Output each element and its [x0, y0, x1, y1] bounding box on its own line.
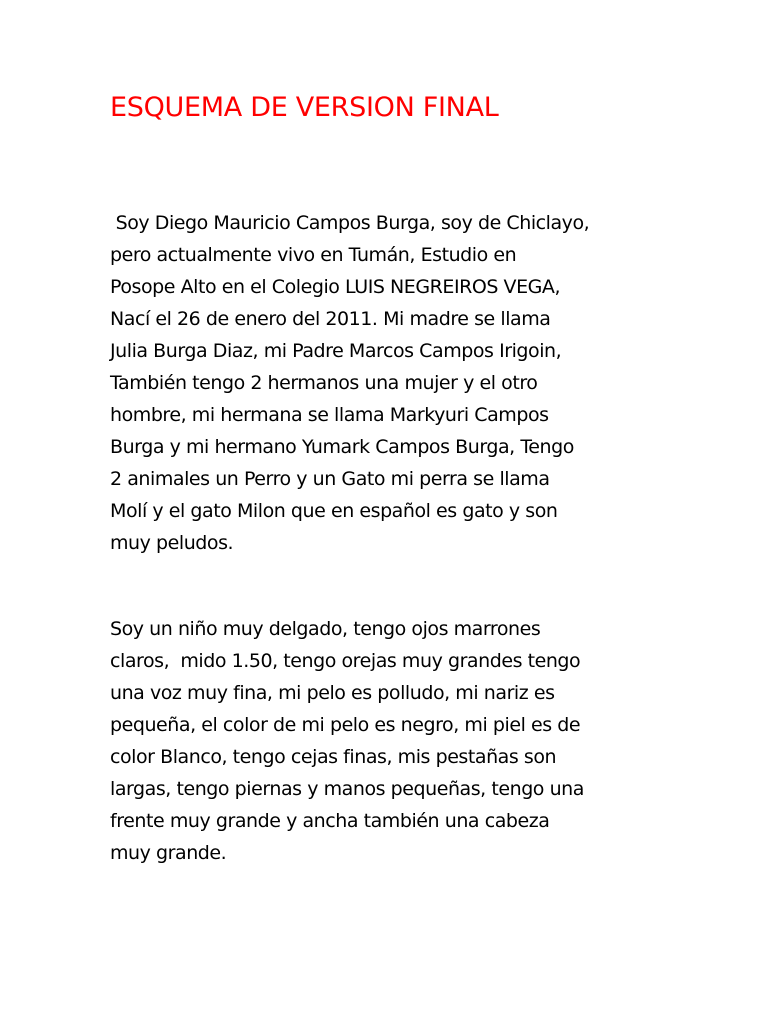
text-line: claros, mido 1.50, tengo orejas muy grandes tengo — [110, 650, 581, 672]
text-line: Soy un niño muy delgado, tengo ojos marrones — [110, 618, 541, 640]
text-line: También tengo 2 hermanos una mujer y el otro — [110, 372, 538, 394]
text-line: muy peludos. — [110, 532, 234, 554]
text-line: Burga y mi hermano Yumark Campos Burga, Tengo — [110, 436, 574, 458]
text-line: hombre, mi hermana se llama Markyuri Campos — [110, 404, 549, 426]
text-line: muy grande. — [110, 842, 227, 864]
text-line: largas, tengo piernas y manos pequeñas, tengo una — [110, 778, 584, 800]
paragraph-personal-info — [110, 207, 650, 559]
text-line: Soy Diego Mauricio Campos Burga, soy de Chiclayo, — [110, 212, 590, 234]
text-line: color Blanco, tengo cejas finas, mis pestañas son — [110, 746, 557, 768]
document-title: ESQUEMA DE VERSION FINAL — [110, 92, 499, 123]
text-line: pero actualmente vivo en Tumán, Estudio en — [110, 244, 517, 266]
text-line: una voz muy fina, mi pelo es polludo, mi nariz es — [110, 682, 555, 704]
text-line: 2 animales un Perro y un Gato mi perra se llama — [110, 468, 550, 490]
text-line: Julia Burga Diaz, mi Padre Marcos Campos Irigoin, — [110, 340, 562, 362]
text-line: Molí y el gato Milon que en español es gato y son — [110, 500, 558, 522]
text-line: frente muy grande y ancha también una cabeza — [110, 810, 550, 832]
paragraph-physical-description — [110, 613, 650, 869]
text-line: Nací el 26 de enero del 2011. Mi madre se llama — [110, 308, 551, 330]
text-line: Posope Alto en el Colegio LUIS NEGREIROS VEGA, — [110, 276, 561, 298]
text-line: pequeña, el color de mi pelo es negro, mi piel es de — [110, 714, 581, 736]
